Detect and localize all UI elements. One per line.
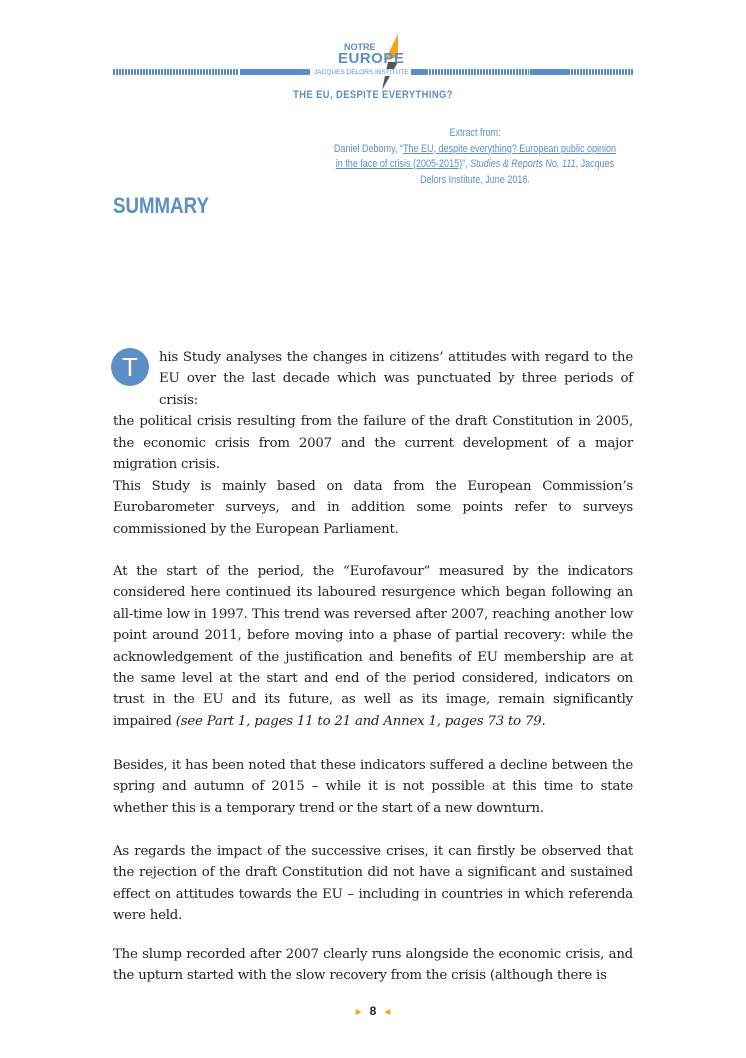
logo-line1: NOTRE <box>344 42 376 52</box>
paragraph-4: Besides, it has been noted that these indicators suffered a decline between the spring and autumn of 2015 – while it is not possible at this time to state whether this is a temporary trend or the start of a new downturn. <box>113 758 633 816</box>
page-footer <box>0 1004 746 1018</box>
document-title: THE EU, DESPITE EVERYTHING? <box>293 89 453 101</box>
notre-europe-logo <box>314 32 428 88</box>
header-rule <box>240 69 310 75</box>
paragraph-2: This Study is mainly based on data from the European Commission’s Eurobarometer surveys, and in addition some points refer to surveys commissioned by the European Parliament. <box>113 479 633 537</box>
logo-line3: JACQUES DELORS INSTITUTE <box>314 69 409 76</box>
header-rule <box>429 69 529 75</box>
citation-link[interactable]: The EU, despite everything? European public opinion in the face of crisis (2005-2015) <box>335 142 617 170</box>
logo-line2: EUROPE <box>338 50 405 67</box>
header-rule <box>113 69 239 75</box>
header-rule <box>571 69 633 75</box>
arrow-left-icon: ◄ <box>382 1007 393 1018</box>
paragraph-3 <box>113 561 633 732</box>
citation-sep: ”, <box>462 158 471 170</box>
extract-citation <box>332 126 619 188</box>
paragraph-3-text: At the start of the period, the “Eurofavour” measured by the indicators considered here continued its laboured resurgence which began following an all-time low in 1997. This trend was reversed after 2007, reaching another low point around 2011, before moving into a phase of partial recovery: while the acknowledgement of the justification and benefits of EU membership are at the same level at the start and end of the period considered, indicators on trust in the EU and its future, as well as its image, remain significantly impaired <box>113 564 633 729</box>
section-title: SUMMARY <box>113 193 209 218</box>
extract-label: Extract from: <box>449 127 501 139</box>
paragraph-1-rest: the political crisis resulting from the failure of the draft Constitution in 2005, the economic crisis from 2007 and the current development of a major migration crisis. <box>113 414 633 473</box>
paragraph-1 <box>113 347 633 475</box>
paragraph-3-end: . <box>541 713 546 729</box>
paragraph-3-reference: (see Part 1, pages 11 to 21 and Annex 1, pages 73 to 79 <box>175 713 542 729</box>
citation-series: Studies & Reports No. 111 <box>470 158 576 170</box>
paragraph-1-opening: his Study analyses the changes in citizens’ attitudes with regard to the EU over the last decade which was punctuated by three periods of crisis: <box>159 350 633 408</box>
paragraph-6: The slump recorded after 2007 clearly runs alongside the economic crisis, and the upturn started with the slow recovery from the crisis (although there is <box>113 947 633 984</box>
drop-cap: T <box>111 348 149 386</box>
header-rule <box>530 69 570 75</box>
page-number: 8 <box>369 1004 377 1018</box>
citation-publisher: , Jacques Delors Institute, June 2016. <box>420 158 615 186</box>
arrow-right-icon: ► <box>353 1007 364 1018</box>
citation-author: Daniel Debomy, “ <box>333 142 403 155</box>
paragraph-5: As regards the impact of the successive crises, it can firstly be observed that the rejection of the draft Constitution did not have a significant and sustained effect on attitudes towards the EU – including in countries in which referenda were held. <box>113 844 633 924</box>
